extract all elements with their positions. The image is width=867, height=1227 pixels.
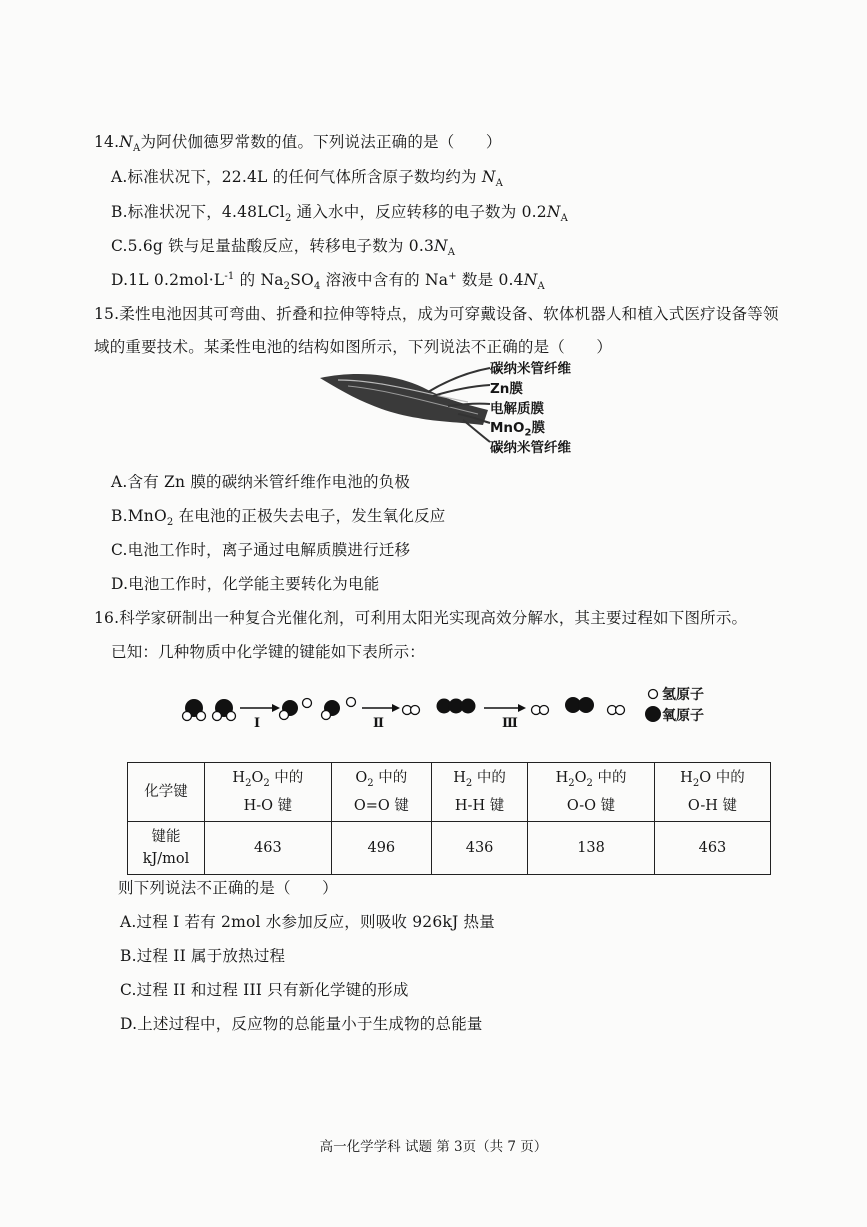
q16-option-d: D.上述过程中，反应物的总能量小于生成物的总能量 [120,1015,483,1033]
table-cell-value: 463 [205,821,332,874]
hydrogen-atom-legend-icon [646,687,660,701]
q15-stem-line1: 15.柔性电池因其可弯曲、折叠和拉伸等特点，成为可穿戴设备、软体机器人和植入式医疗设备等领 [94,305,779,323]
table-row-values [128,821,771,874]
q14-stem: $14.N_A$为阿伏伽德罗常数的值。下列说法正确的是（ ） [94,133,502,155]
table-header-label: 化学键 [128,763,205,822]
battery-label-cnt-top: 碳纳米管纤维 [490,361,571,377]
table-col-4-header: $H_2O_2$ 中的 O-O 键 [528,763,655,822]
q16-option-b: B.过程 II 属于放热过程 [120,947,286,965]
legend-oxygen: 氧原子 [662,708,704,724]
table-col-3-header: $H_2$ 中的 H-H 键 [431,763,527,822]
step-label-3: Ⅲ [502,716,518,731]
step-label-2: Ⅱ [373,716,384,731]
battery-label-mno2: MnO$_2$膜 [490,420,545,439]
q16-known: 已知：几种物质中化学键的键能如下表所示： [111,643,426,661]
q14-option-b: B.标准状况下，4.48LCl$_2$ 通入水中，反应转移的电子数为 $0.2N_A$ [111,203,569,225]
table-row-label [128,821,205,874]
table-col-5-header: $H_2O$ 中的 O-H 键 [654,763,770,822]
battery-label-electrolyte: 电解质膜 [490,401,544,417]
q15-option-c: C.电池工作时，离子通过电解质膜进行迁移 [111,541,411,559]
water-splitting-process-diagram [180,688,640,736]
table-cell-value: 463 [654,821,770,874]
q14-option-d: D.1L $0.2mol\cdot L^{-1}$ 的 $Na_2SO_4$ 溶液中含有的 Na+ 数是 $0.4N_A$ [111,270,545,293]
q15-option-b: B.MnO$_2$ 在电池的正极失去电子，发生氧化反应 [111,507,446,529]
table-col-1-header: $H_2O_2$ 中的 H-O 键 [205,763,332,822]
table-cell-value: 496 [331,821,431,874]
q14-option-c: C.5.6g 铁与足量盐酸反应，转移电子数为 $0.3N_A$ [111,237,456,259]
step-label-1: Ⅰ [254,716,261,731]
battery-label-cnt-bottom: 碳纳米管纤维 [490,440,571,456]
battery-label-zn: Zn膜 [490,381,523,397]
oxygen-atom-legend-icon [644,705,662,723]
q16-stem: 16.科学家研制出一种复合光催化剂，可利用太阳光实现高效分解水，其主要过程如下图所示。 [94,609,748,627]
q16-option-a: A.过程 I 若有 2mol 水参加反应，则吸收 926kJ 热量 [120,913,495,931]
q15-option-d: D.电池工作时，化学能主要转化为电能 [111,575,380,593]
legend-hydrogen: 氢原子 [662,687,704,703]
q16-ask: 则下列说法不正确的是（ ） [118,879,338,897]
row-label-line1: 键能 [151,828,181,845]
q15-stem-line2: 域的重要技术。某柔性电池的结构如图所示，下列说法不正确的是（ ） [94,338,613,356]
q16-option-c: C.过程 II 和过程 III 只有新化学键的形成 [120,981,409,999]
row-label-line2: kJ/mol [142,850,190,867]
table-cell-value: 138 [528,821,655,874]
flexible-battery-diagram [318,350,498,450]
q15-option-a: A.含有 Zn 膜的碳纳米管纤维作电池的负极 [111,473,411,491]
table-col-2-header: $O_2$ 中的 O=O 键 [331,763,431,822]
bond-energy-table [127,762,771,875]
table-cell-value: 436 [431,821,527,874]
table-row-header [128,763,771,822]
q14-option-a: A.标准状况下，22.4L 的任何气体所含原子数均约为 $N_A$ [111,168,504,190]
page-footer: 高一化学学科 试题 第 3页（共 7 页） [319,1139,548,1155]
